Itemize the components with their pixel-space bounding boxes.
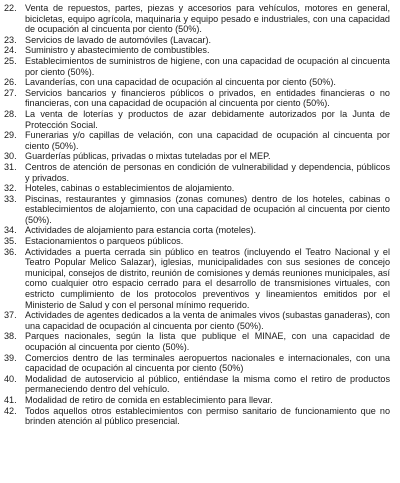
list-item <box>4 194 390 226</box>
list-item <box>4 130 390 151</box>
item-text: Hoteles, cabinas o establecimientos de alojamiento. <box>25 183 235 194</box>
item-text: Modalidad de retiro de comida en establecimiento para llevar. <box>25 394 273 405</box>
item-text: Parques nacionales, según la lista que publique el MINAE, con una capacidad de ocupación al cincuenta por ciento (50%). <box>25 331 390 352</box>
item-text: Servicios bancarios y financieros públicos o privados, en entidades financieras o no financieras, con una capacidad de ocupación al cincuenta por ciento (50%). <box>25 87 390 109</box>
list-item <box>4 353 390 374</box>
list-item <box>4 236 390 247</box>
item-number: 36. <box>4 246 17 257</box>
item-number: 32. <box>4 183 17 194</box>
item-text: Todos aquellos otros establecimientos con permiso sanitario de funcionamiento que no brinden atención al público presencial. <box>25 405 390 427</box>
item-number: 26. <box>4 77 17 88</box>
item-text: Lavanderías, con una capacidad de ocupación al cincuenta por ciento (50%). <box>25 77 336 88</box>
item-text: Piscinas, restaurantes y gimnasios (zonas comunes) dentro de los hoteles, cabinas o establecimientos de alojamiento, con una capacidad de ocupación al cincuenta por ciento (50%). <box>25 193 390 225</box>
list-item <box>4 109 390 130</box>
list-item <box>4 88 390 109</box>
item-number: 33. <box>4 193 17 204</box>
item-number: 42. <box>4 405 17 416</box>
item-text: Establecimientos de suministros de higiene, con una capacidad de ocupación al cincuenta por ciento (50%). <box>25 55 390 77</box>
list-item <box>4 247 390 311</box>
list-item <box>4 151 390 162</box>
item-number: 38. <box>4 331 17 342</box>
item-number: 24. <box>4 45 17 56</box>
item-number: 34. <box>4 225 17 236</box>
item-text: Comercios dentro de las terminales aeropuertos nacionales e internacionales, con una capacidad de ocupación al cincuenta por ciento (50%) <box>25 352 390 374</box>
item-number: 30. <box>4 151 17 162</box>
item-text: Centros de atención de personas en condición de vulnerabilidad y dependencia, públicos y privados. <box>25 161 390 183</box>
list-item <box>4 310 390 331</box>
item-number: 31. <box>4 161 17 172</box>
item-number: 41. <box>4 394 17 405</box>
item-number: 25. <box>4 55 17 66</box>
item-number: 23. <box>4 34 17 45</box>
list-item <box>4 406 390 427</box>
item-text: La venta de loterías y productos de azar debidamente autorizados por la Junta de Protección Social. <box>25 108 390 130</box>
list-item <box>4 395 390 406</box>
item-text: Modalidad de autoservicio al público, entiéndase la misma como el retiro de productos permaneciendo dentro del vehículo. <box>25 373 390 395</box>
item-text: Actividades de alojamiento para estancia corta (moteles). <box>25 225 256 236</box>
list-item <box>4 225 390 236</box>
list-item <box>4 183 390 194</box>
document-list <box>4 3 390 427</box>
item-number: 35. <box>4 236 17 247</box>
list-item <box>4 35 390 46</box>
item-text: Actividades a puerta cerrada sin público en teatros (incluyendo el Teatro Nacional y el Teatro Popular Melico Salazar), iglesias, municipalidades con sus sesiones de concejo municipal, consejos de distrito, reunión de comisiones y demás reuniones municipales, así como cualquier otro espacio cerrado para el desarrollo de transmisiones virtuales, con estricto cumplimiento de los protocolos preventivos y lineamientos emitidos por el Ministerio de Salud y con el personal mínimo requerido. <box>25 246 390 310</box>
list-item <box>4 45 390 56</box>
item-number: 28. <box>4 108 17 119</box>
list-item <box>4 374 390 395</box>
list-item <box>4 56 390 77</box>
item-number: 27. <box>4 87 17 98</box>
item-number: 40. <box>4 373 17 384</box>
list-item <box>4 3 390 35</box>
item-number: 29. <box>4 130 17 141</box>
list-item <box>4 331 390 352</box>
item-text: Venta de repuestos, partes, piezas y accesorios para vehículos, motores en general, bicicletas, equipo agrícola, maquinaria y equipo pesado e industriales, con una capacidad de ocupación al cincuenta por ciento (50%). <box>25 3 390 35</box>
item-text: Guarderías públicas, privadas o mixtas tuteladas por el MEP. <box>25 151 271 162</box>
item-text: Servicios de lavado de automóviles (Lavacar). <box>25 34 212 45</box>
item-text: Funerarias y/o capillas de velación, con una capacidad de ocupación al cincuenta por ciento (50%). <box>25 130 390 151</box>
list-item <box>4 77 390 88</box>
item-number: 22. <box>4 3 17 13</box>
item-number: 39. <box>4 352 17 363</box>
list-item <box>4 162 390 183</box>
item-text: Estacionamientos o parqueos públicos. <box>25 236 184 247</box>
item-text: Suministro y abastecimiento de combustibles. <box>25 45 210 56</box>
item-text: Actividades de agentes dedicados a la venta de animales vivos (subastas ganaderas), con una capacidad de ocupación al cincuenta por ciento (50%). <box>25 310 390 331</box>
item-number: 37. <box>4 310 17 321</box>
